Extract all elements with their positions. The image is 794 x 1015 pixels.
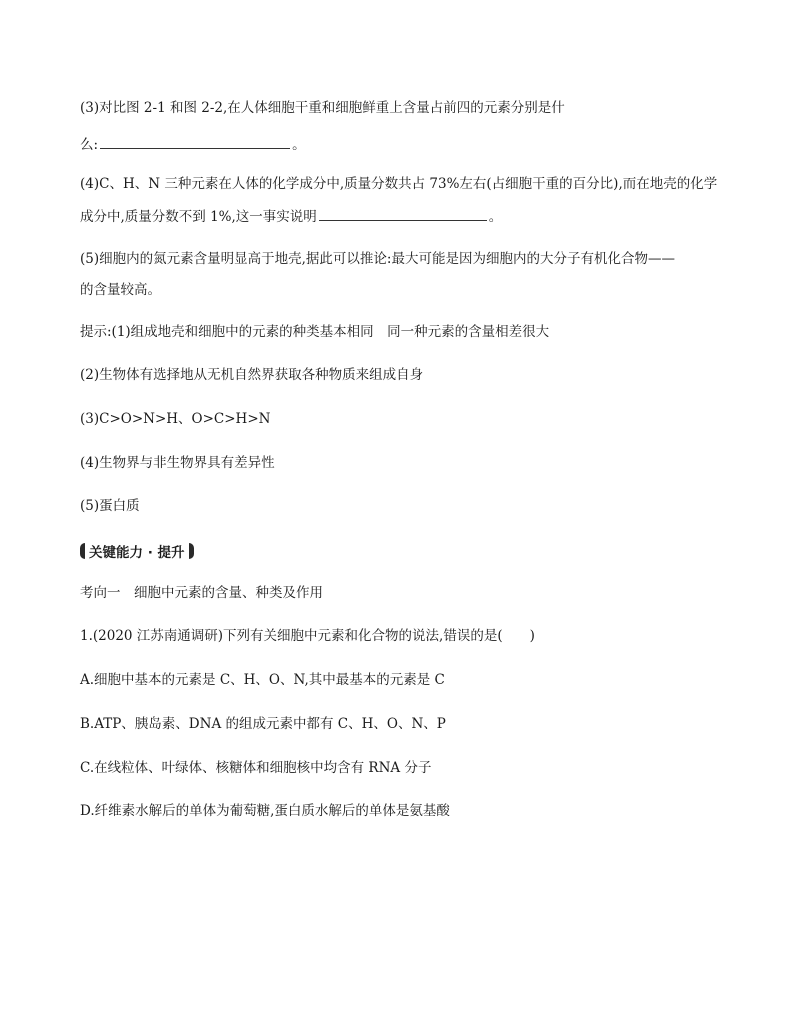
question-3-prefix: 么: bbox=[80, 137, 99, 153]
section-title: 关键能力 · 提升 bbox=[89, 545, 185, 561]
option-b[interactable]: B.ATP、胰岛素、DNA 的组成元素中都有 C、H、O、N、P bbox=[80, 716, 446, 732]
exam-question: 1.(2020 江苏南通调研)下列有关细胞中元素和化合物的说法,错误的是( ) bbox=[80, 628, 535, 644]
exam-direction: 考向一 细胞中元素的含量、种类及作用 bbox=[80, 585, 323, 601]
hint-2: (2)生物体有选择地从无机自然界获取各种物质来组成自身 bbox=[80, 367, 424, 383]
option-a[interactable]: A.细胞中基本的元素是 C、H、O、N,其中最基本的元素是 C bbox=[80, 672, 445, 688]
hint-4: (4)生物界与非生物界具有差异性 bbox=[80, 455, 275, 471]
question-3-line-2 bbox=[80, 135, 306, 154]
section-header bbox=[80, 541, 194, 561]
answer-blank-q4[interactable] bbox=[319, 207, 487, 221]
hint-1: 提示:(1)组成地壳和细胞中的元素的种类基本相同 同一种元素的含量相差很大 bbox=[80, 324, 550, 340]
bracket-left-icon bbox=[80, 543, 85, 559]
question-3-suffix: 。 bbox=[292, 137, 306, 153]
option-d[interactable]: D.纤维素水解后的单体为葡萄糖,蛋白质水解后的单体是氨基酸 bbox=[80, 803, 450, 819]
hint-3: (3)C>O>N>H、O>C>H>N bbox=[80, 411, 271, 427]
question-3-line-1: (3)对比图 2-1 和图 2-2,在人体细胞干重和细胞鲜重上含量占前四的元素分别是什 bbox=[80, 100, 565, 116]
hint-5: (5)蛋白质 bbox=[80, 498, 140, 514]
question-4-line-1: (4)C、H、N 三种元素在人体的化学成分中,质量分数共占 73%左右(占细胞干重的百分比),而在地壳的化学 bbox=[80, 176, 718, 192]
bracket-right-icon bbox=[189, 543, 194, 559]
question-4-prefix: 成分中,质量分数不到 1%,这一事实说明 bbox=[80, 209, 317, 225]
option-c[interactable]: C.在线粒体、叶绿体、核糖体和细胞核中均含有 RNA 分子 bbox=[80, 760, 432, 776]
question-5-line-2: 的含量较高。 bbox=[80, 282, 161, 298]
question-4-line-2 bbox=[80, 207, 502, 226]
question-4-suffix: 。 bbox=[488, 209, 503, 225]
question-5-line-1: (5)细胞内的氮元素含量明显高于地壳,据此可以推论:最大可能是因为细胞内的大分子有机化合物—— bbox=[80, 251, 675, 267]
answer-blank-q3[interactable] bbox=[100, 135, 290, 149]
